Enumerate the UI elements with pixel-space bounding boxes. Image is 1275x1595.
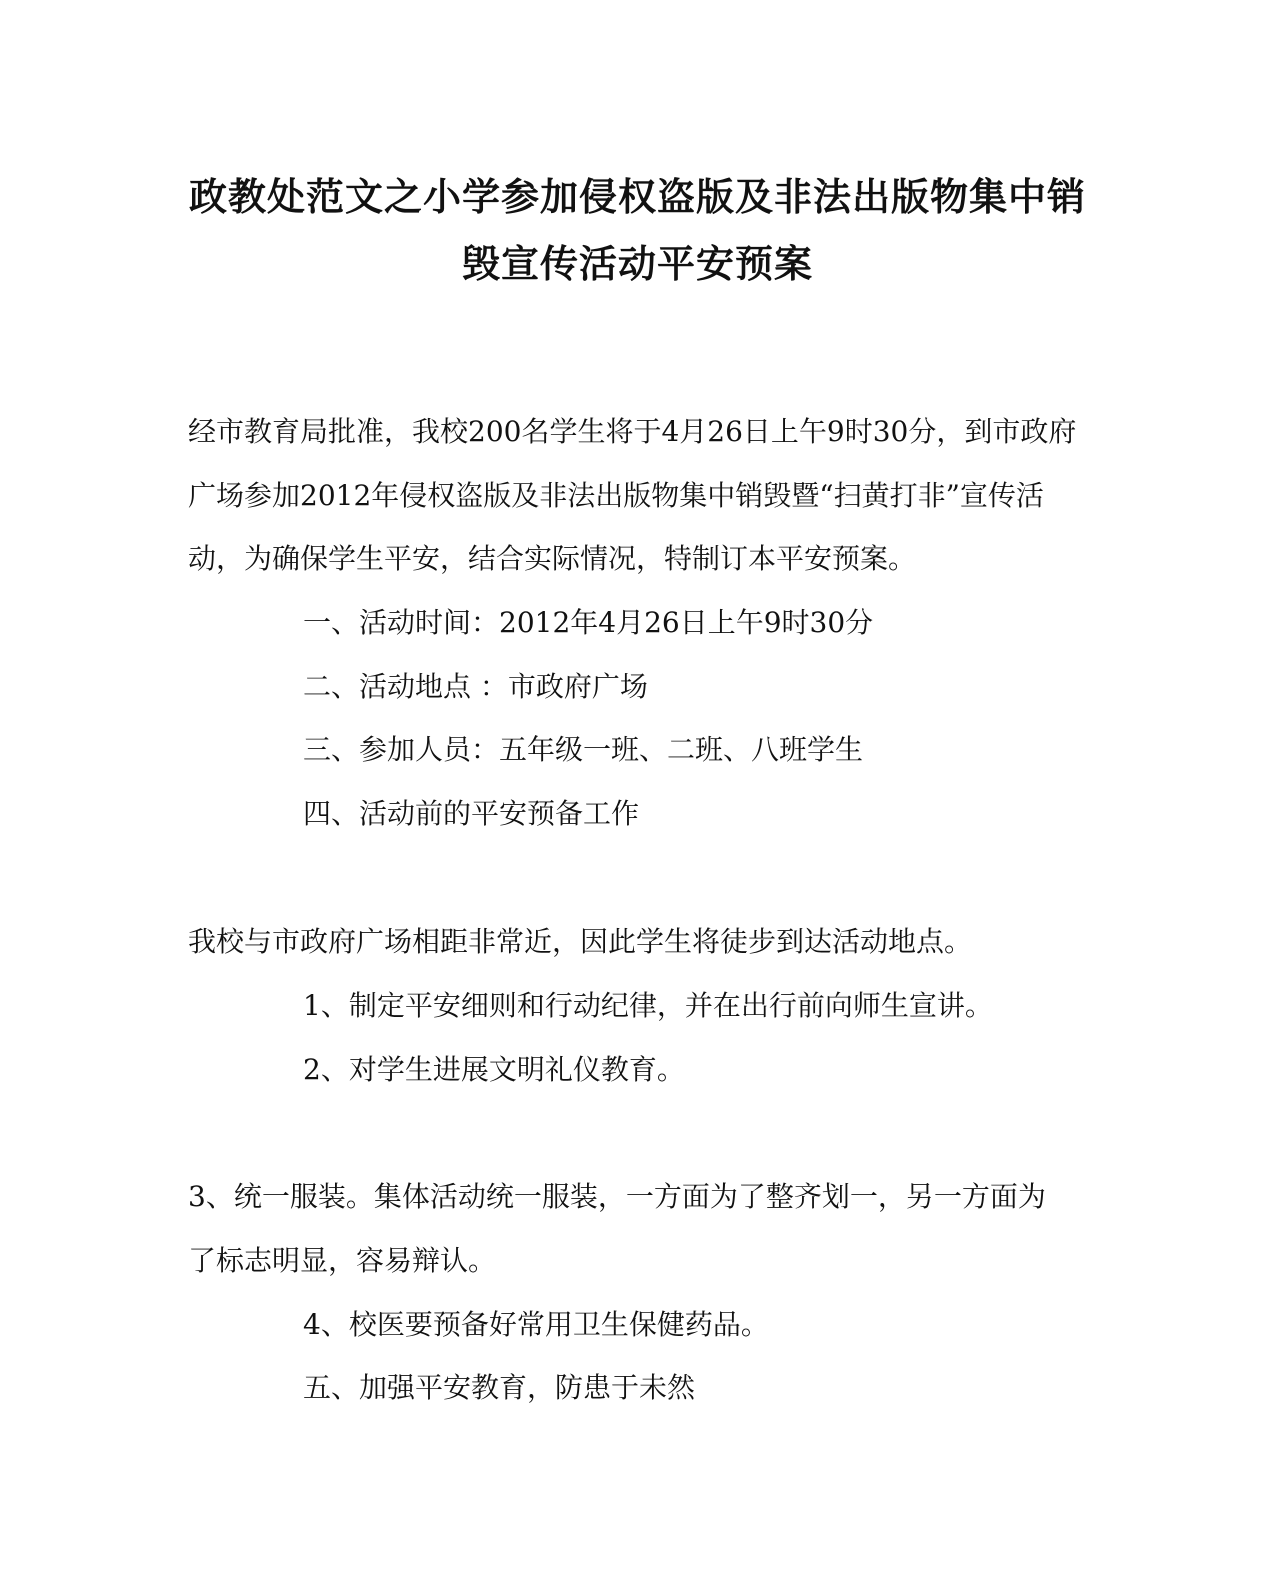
- section-preparation-heading: 四、活动前的平安预备工作: [303, 797, 640, 830]
- document-title-line-2: 毁宣传活动平安预案: [461, 241, 813, 286]
- section-participants: 三、参加人员：五年级一班、二班、八班学生: [303, 733, 864, 766]
- step-3-line-1: 3、统一服装。集体活动统一服装，一方面为了整齐划一，另一方面为: [188, 1180, 1046, 1213]
- step-4: 4、校医要预备好常用卫生保健药品。: [303, 1308, 769, 1341]
- walk-paragraph: 我校与市政府广场相距非常近，因此学生将徒步到达活动地点。: [188, 925, 973, 958]
- intro-line-3: 动，为确保学生平安，结合实际情况，特制订本平安预案。: [188, 542, 917, 575]
- step-3-line-2: 了标志明显，容易辩认。: [188, 1244, 497, 1277]
- section-activity-time: 一、活动时间：2012年4月26日上午9时30分: [303, 606, 874, 639]
- document-title-line-1: 政教处范文之小学参加侵权盗版及非法出版物集中销: [188, 174, 1086, 219]
- intro-line-1: 经市教育局批准，我校200名学生将于4月26日上午9时30分，到市政府: [188, 415, 1077, 448]
- step-2: 2、对学生进展文明礼仪教育。: [303, 1053, 685, 1086]
- section-activity-location: 二、活动地点 ：市政府广场: [303, 670, 648, 703]
- step-1: 1、制定平安细则和行动纪律，并在出行前向师生宣讲。: [303, 989, 993, 1022]
- section-safety-education-heading: 五、加强平安教育，防患于未然: [303, 1371, 696, 1404]
- intro-line-2: 广场参加2012年侵权盗版及非法出版物集中销毁暨“扫黄打非”宣传活: [188, 479, 1044, 512]
